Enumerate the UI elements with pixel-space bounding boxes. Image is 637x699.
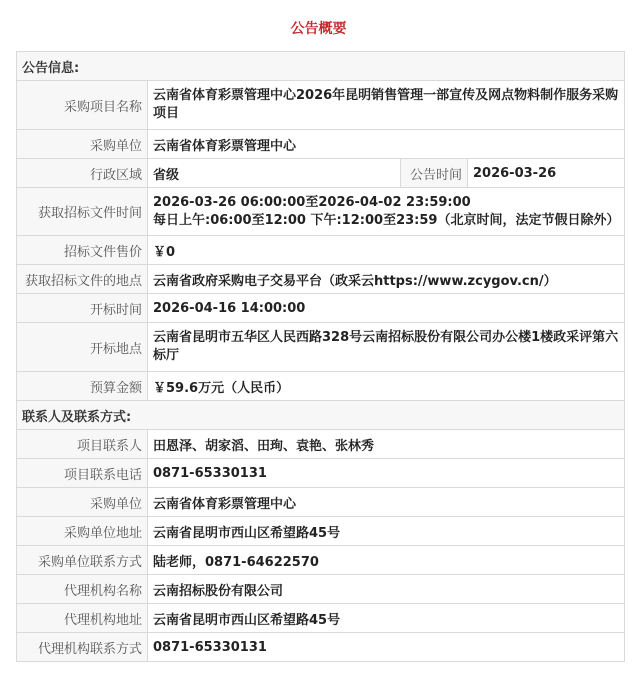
value-purchaser-address: 云南省昆明市西山区希望路45号 xyxy=(148,517,625,546)
section-contacts: 联系人及联系方式: xyxy=(17,401,625,430)
value-project-contact: 田恩泽、胡家滔、田珣、袁艳、张林秀 xyxy=(148,430,625,459)
row-open-place xyxy=(17,323,625,372)
doc-time-daily: 每日上午:06:00至12:00 下午:12:00至23:59（北京时间，法定节假日除外） xyxy=(153,212,620,228)
value-project-phone: 0871-65330131 xyxy=(148,459,625,488)
label-agency-contact: 代理机构联系方式 xyxy=(17,633,148,662)
row-agency-contact xyxy=(17,633,625,662)
label-budget: 预算金额 xyxy=(17,372,148,401)
row-doc-time xyxy=(17,188,625,236)
row-doc-place xyxy=(17,265,625,294)
label-region: 行政区域 xyxy=(17,159,148,188)
label-project-contact: 项目联系人 xyxy=(17,430,148,459)
row-doc-price xyxy=(17,236,625,265)
label-project-name: 采购项目名称 xyxy=(17,81,148,130)
row-purchaser xyxy=(17,130,625,159)
label-agency-name: 代理机构名称 xyxy=(17,575,148,604)
label-purchaser-address: 采购单位地址 xyxy=(17,517,148,546)
value-agency-contact: 0871-65330131 xyxy=(148,633,625,662)
row-open-time xyxy=(17,294,625,323)
value-region: 省级 xyxy=(148,159,401,188)
label-agency-address: 代理机构地址 xyxy=(17,604,148,633)
doc-time-range: 2026-03-26 06:00:00至2026-04-02 23:59:00 xyxy=(153,194,471,210)
value-publish-time: 2026-03-26 xyxy=(468,159,625,188)
page-title: 公告概要 xyxy=(290,21,347,37)
value-doc-place: 云南省政府采购电子交易平台（政采云https://www.zcygov.cn/） xyxy=(148,265,625,294)
value-agency-name: 云南招标股份有限公司 xyxy=(148,575,625,604)
row-project-phone xyxy=(17,459,625,488)
row-project-contact xyxy=(17,430,625,459)
value-budget: ￥59.6万元（人民币） xyxy=(148,372,625,401)
row-agency-name xyxy=(17,575,625,604)
label-doc-price: 招标文件售价 xyxy=(17,236,148,265)
row-budget xyxy=(17,372,625,401)
label-open-time: 开标时间 xyxy=(17,294,148,323)
value-agency-address: 云南省昆明市西山区希望路45号 xyxy=(148,604,625,633)
section-row-notice-info xyxy=(17,52,625,81)
row-region xyxy=(17,159,625,188)
value-project-name: 云南省体育彩票管理中心2026年昆明销售管理一部宣传及网点物料制作服务采购项目 xyxy=(148,81,625,130)
row-purchaser-address xyxy=(17,517,625,546)
row-agency-address xyxy=(17,604,625,633)
label-purchaser2: 采购单位 xyxy=(17,488,148,517)
value-doc-time xyxy=(148,188,625,236)
label-doc-time: 获取招标文件时间 xyxy=(17,188,148,236)
value-purchaser: 云南省体育彩票管理中心 xyxy=(148,130,625,159)
value-doc-price: ￥0 xyxy=(148,236,625,265)
row-purchaser2 xyxy=(17,488,625,517)
row-purchaser-contact xyxy=(17,546,625,575)
notice-summary-table xyxy=(16,51,625,662)
label-doc-place: 获取招标文件的地点 xyxy=(17,265,148,294)
label-purchaser-contact: 采购单位联系方式 xyxy=(17,546,148,575)
section-row-contacts xyxy=(17,401,625,430)
value-purchaser-contact: 陆老师，0871-64622570 xyxy=(148,546,625,575)
row-project-name xyxy=(17,81,625,130)
value-open-time: 2026-04-16 14:00:00 xyxy=(148,294,625,323)
label-open-place: 开标地点 xyxy=(17,323,148,372)
value-purchaser2: 云南省体育彩票管理中心 xyxy=(148,488,625,517)
label-project-phone: 项目联系电话 xyxy=(17,459,148,488)
label-purchaser: 采购单位 xyxy=(17,130,148,159)
value-open-place: 云南省昆明市五华区人民西路328号云南招标股份有限公司办公楼1楼政采评第六标厅 xyxy=(148,323,625,372)
label-publish-time: 公告时间 xyxy=(401,159,468,188)
section-notice-info: 公告信息: xyxy=(17,52,625,81)
